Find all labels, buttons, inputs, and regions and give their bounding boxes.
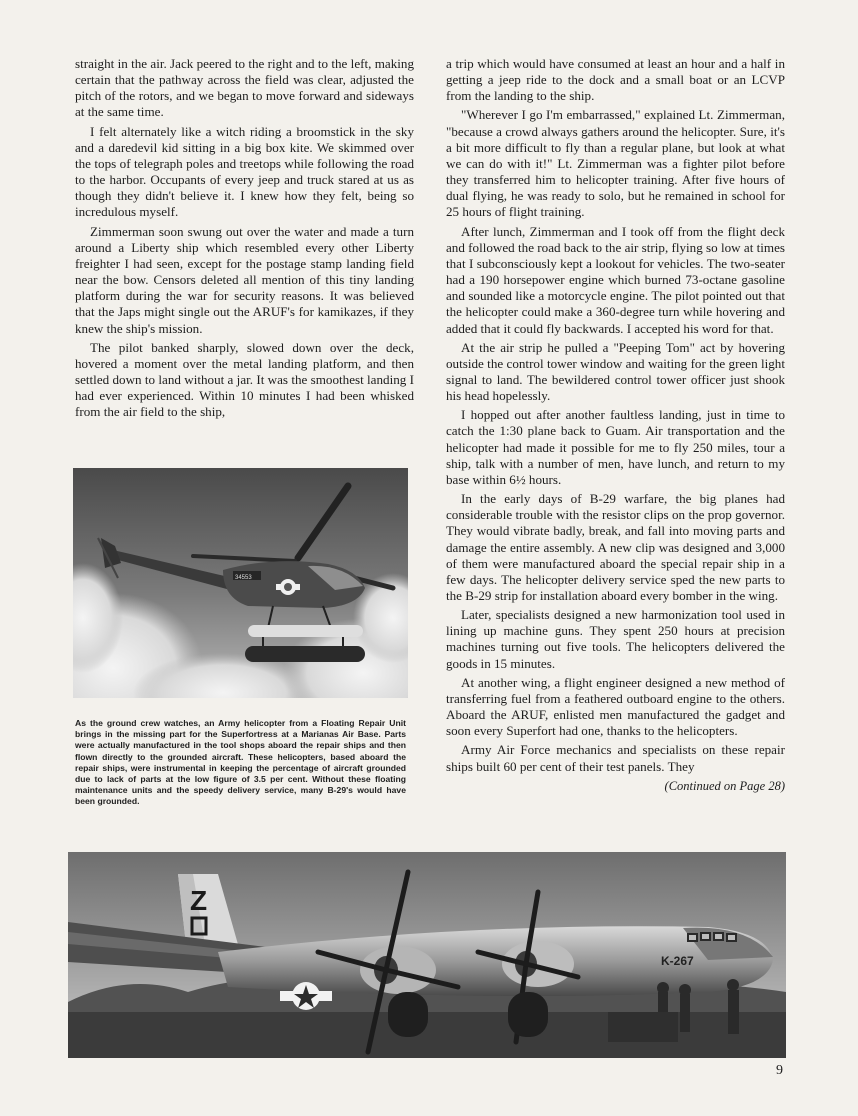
paragraph: a trip which would have consumed at least an hour and a half in getting a jeep ride to the dock and a small boat or an LCVP from the landing to the ship.: [446, 56, 785, 104]
right-text-column: [446, 56, 785, 797]
b29-bomber-photo: [68, 852, 786, 1058]
continued-note: (Continued on Page 28): [664, 778, 785, 793]
paragraph: I hopped out after another faultless landing, just in time to catch the 1:30 plane back to Guam. Air transportation and the helicopter had made it possible for me to fly 250 miles, tour a ship, talk with a number of men, have lunch, and return to my base within 6½ hours.: [446, 407, 785, 487]
paragraph: Later, specialists designed a new harmonization tool used in lining up machine guns. They spent 250 hours at precision machines turning out five tools. The helicopters delivered the goods in 15 minutes.: [446, 607, 785, 671]
paragraph: At another wing, a flight engineer designed a new method of transferring fuel from a feathered outboard engine to the others. Aboard the ARUF, enlisted men manufactured the gadget and soon every Superfort had one, thanks to the helicopters.: [446, 674, 785, 739]
paragraph: I felt alternately like a witch riding a broomstick in the sky and a daredevil kid sitting in a big box kite. We skimmed over the tops of telegraph poles and treetops while following the road to the harbor. Occupants of every jeep and truck stared at us as though they didn't believe it. I knew how they felt, being so incredulous myself.: [75, 123, 414, 220]
nose-marking: K-267: [661, 954, 694, 968]
paragraph: "Wherever I go I'm embarrassed," explained Lt. Zimmerman, "because a crowd always gathers around the helicopter. Sure, it's a bit more difficult to fly than a regular plane, but look at what we can do with it!" Lt. Zimmerman was a fighter pilot before they transferred him to helicopter training. After five hours of dual flying, he was ready to solo, but he remained in school for 25 hours of flight training.: [446, 107, 785, 220]
paragraph: The pilot banked sharply, slowed down over the deck, hovered a moment over the metal landing platform, and then settled down to land without a jar. It was the smoothest landing I had ever experienced. Within 10 minutes I had been whisked from the air field to the ship,: [75, 339, 414, 420]
paragraph: After lunch, Zimmerman and I took off from the flight deck and followed the road back to the air strip, flying so low at times that I subconsciously kept a lookout for vehicles. The two-seater had a 190 horsepower engine which burned 73-octane gasoline and sounded like a motorcycle engine. The pilot pointed out that the helicopter could make a 360-degree turn while hovering and added that it could fly backwards. I accepted his word for that.: [446, 223, 785, 336]
paragraph: Zimmerman soon swung out over the water and made a turn around a Liberty ship which resembled every other Liberty freighter I had seen, except for the postage stamp landing field near the bow. Censors deleted all mention of this tiny landing platform during the war for security reasons. It was believed that the Japs might single out the ARUF's for kamikazes, if they knew the ship's mission.: [75, 223, 414, 336]
paragraph: Army Air Force mechanics and specialists on these repair ships built 60 per cent of their test panels. They: [446, 742, 785, 774]
left-text-column: [75, 56, 414, 423]
svg-text:34553: 34553: [235, 575, 252, 581]
helicopter-photo: [73, 468, 408, 698]
tail-marking: Z: [190, 885, 208, 916]
paragraph: At the air strip he pulled a "Peeping Tom" act by hovering outside the control tower window and waiting for the green light signal to land. The bewildered control tower officer just shook his head hopelessly.: [446, 339, 785, 404]
photo-caption: As the ground crew watches, an Army helicopter from a Floating Repair Unit brings in the missing part for the Superfortress at a Marianas Air Base. Parts were actually manufactured in the tool shops aboard the repair ships and then flown directly to the grounded aircraft. These helicopters, based aboard the repair ships, were instrumental in keeping the percentage of aircraft grounded due to lack of parts at the low figure of 3.5 per cent. Without these floating maintenance units and the speedy delivery service, many B-29's would have been grounded.: [75, 718, 406, 807]
page-number: 9: [776, 1063, 783, 1078]
paragraph: In the early days of B-29 warfare, the big planes had considerable trouble with the resistor clips on the prop governor. They would vibrate badly, break, and fall into moving parts and damage the entire assembly. A new clip was designed and 3,000 of them were manufactured aboard the special repair ship in a few days. The helicopter delivery service sped the new parts to the B-29 strip for installation aboard every bomber in the wing.: [446, 491, 785, 603]
paragraph: straight in the air. Jack peered to the right and to the left, making certain that the pathway across the field was clear, adjusted the pitch of the rotors, and we began to move forward and sideways at the same time.: [75, 56, 414, 120]
